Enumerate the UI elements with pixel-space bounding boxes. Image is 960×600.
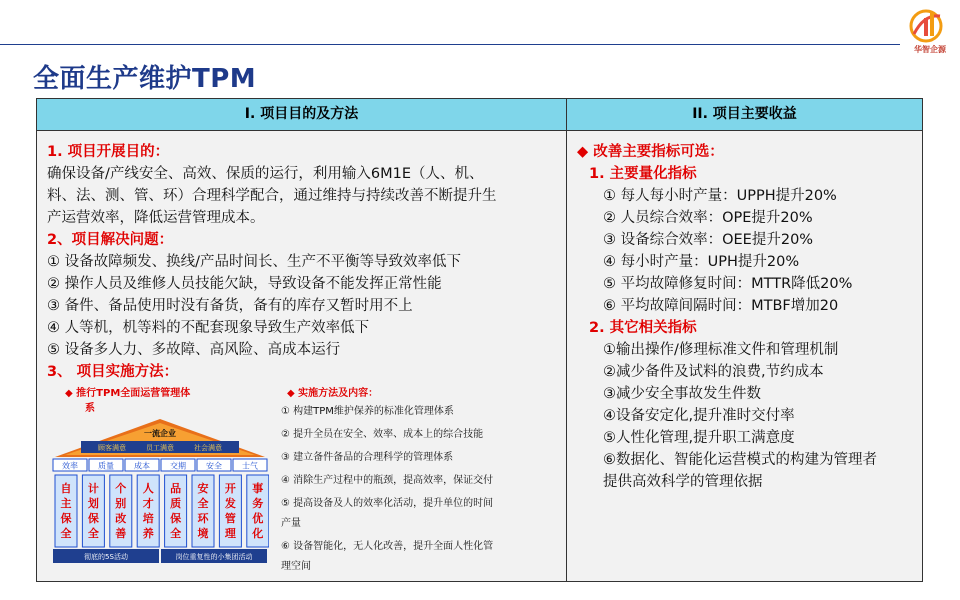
- header-right: II. 项目主要收益: [567, 99, 922, 131]
- method-item: ⑥ 设备智能化，无人化改善，提升全面人性化管: [281, 541, 494, 552]
- section2-title: 2、项目解决问题：: [47, 232, 174, 248]
- pillar-label: 人才培养: [142, 482, 154, 540]
- pillar-label: 开发管理: [224, 482, 236, 540]
- quant-item: ④ 每小时产量：UPH提升20%: [603, 254, 800, 270]
- other-item-cont: 提供高效科学的管理依据: [603, 474, 763, 490]
- header-left: I. 项目目的及方法: [37, 99, 567, 131]
- quant-item: ⑤ 平均故障修复时间：MTTR降低20%: [603, 276, 853, 292]
- left-column: [37, 131, 567, 581]
- section1-line: 产运营效率，降低运营管理成本。: [47, 210, 265, 226]
- method-item: ② 提升全员在安全、效率、成本上的综合技能: [281, 429, 484, 440]
- method-item-cont: 产量: [281, 518, 301, 529]
- section2-item: ⑤ 设备多人力、多故障、高风险、高成本运行: [47, 342, 341, 358]
- section3-title: 3、 项目实施方法：: [47, 364, 179, 380]
- roof-label: 顾客满意: [98, 444, 126, 452]
- section2-item: ④ 人等机，机等料的不配套现象导致生产效率低下: [47, 320, 370, 336]
- method-item: ④ 消除生产过程中的瓶颈，提高效率，保证交付: [281, 475, 494, 486]
- quant-item: ③ 设备综合效率：OEE提升20%: [603, 232, 814, 248]
- other-item: ②减少备件及试料的浪费,节约成本: [603, 364, 824, 380]
- method-item: ① 构建TPM维护保养的标准化管理体系: [281, 406, 454, 417]
- roof-top-label: 一流企业: [144, 429, 176, 438]
- method-item-cont: 理空间: [281, 561, 311, 572]
- quant-item: ② 人员综合效率：OPE提升20%: [603, 210, 813, 226]
- kpi-label: 质量: [98, 461, 114, 471]
- method-item: ⑤ 提高设备及人的效率化活动，提升单位的时间: [281, 498, 494, 509]
- other-item: ⑥数据化、智能化运营模式的构建为管理者: [603, 452, 877, 468]
- other-item: ⑤人性化管理,提升职工满意度: [603, 430, 795, 446]
- roof-label: 社会满意: [194, 444, 222, 452]
- section2-item: ③ 备件、备品使用时没有备货，备有的库存又暂时用不上: [47, 298, 413, 314]
- pillar-label: 品质保全: [170, 482, 182, 540]
- pillars-group: [55, 475, 269, 547]
- methods-title: ◆ 实施方法及内容：: [287, 388, 379, 399]
- roof-label: 员工满意: [146, 444, 174, 452]
- other-item: ③减少安全事故发生件数: [603, 386, 761, 402]
- kpi-label: 安全: [206, 461, 222, 471]
- right-column: [567, 131, 922, 581]
- section1-line: 确保设备/产线安全、高效、保质的运行，利用输入6M1E（人、机、: [47, 166, 484, 182]
- method-item: ③ 建立备件备品的合理科学的管理体系: [281, 452, 454, 463]
- quant-item: ⑥ 平均故障间隔时间：MTBF增加20: [603, 298, 839, 314]
- kpi-label: 成本: [134, 461, 150, 471]
- other-subtitle: 2. 其它相关指标: [589, 320, 697, 336]
- section2-item: ① 设备故障频发、换线/产品时间长、生产不平衡等导致效率低下: [47, 254, 461, 270]
- pillar-label: 安全环境: [197, 482, 209, 540]
- benefits-title: ◆ 改善主要指标可选：: [577, 144, 724, 160]
- pillar-label: 自主保全: [60, 482, 72, 540]
- pillar-label: 事务优化: [252, 482, 264, 540]
- section2-item: ② 操作人员及维修人员技能欠缺，导致设备不能发挥正常性能: [47, 276, 442, 292]
- quant-subtitle: 1. 主要量化指标: [589, 166, 697, 182]
- kpi-row: [53, 459, 267, 471]
- base-label: 岗位重复性的小集团活动: [175, 553, 253, 561]
- section1-title: 1. 项目开展目的：: [47, 144, 170, 160]
- other-item: ①输出操作/修理标准文件和管理机制: [603, 342, 839, 358]
- logo-text: 华智企源: [914, 45, 946, 54]
- section1-line: 料、法、测、管、环）合理科学配合，通过维持与持续改善不断提升生: [47, 188, 497, 204]
- quant-item: ① 每人每小时产量：UPPH提升20%: [603, 188, 837, 204]
- page-title: 全面生产维护TPM: [33, 64, 257, 94]
- base-label: 彻底的5S活动: [84, 553, 128, 561]
- diagram-title: ◆ 推行TPM全面运营管理体: [65, 388, 191, 399]
- content-panel: [36, 98, 923, 582]
- kpi-label: 交期: [170, 461, 186, 471]
- header-rule: [0, 44, 900, 45]
- kpi-label: 士气: [242, 461, 258, 471]
- tpm-house-diagram: [51, 419, 269, 565]
- pillar-label: 个别改善: [115, 482, 127, 540]
- kpi-label: 效率: [62, 461, 78, 471]
- other-item: ④设备安定化,提升准时交付率: [603, 408, 795, 424]
- diagram-title-cont: 系: [85, 403, 95, 414]
- pillar-label: 计划保全: [87, 482, 99, 540]
